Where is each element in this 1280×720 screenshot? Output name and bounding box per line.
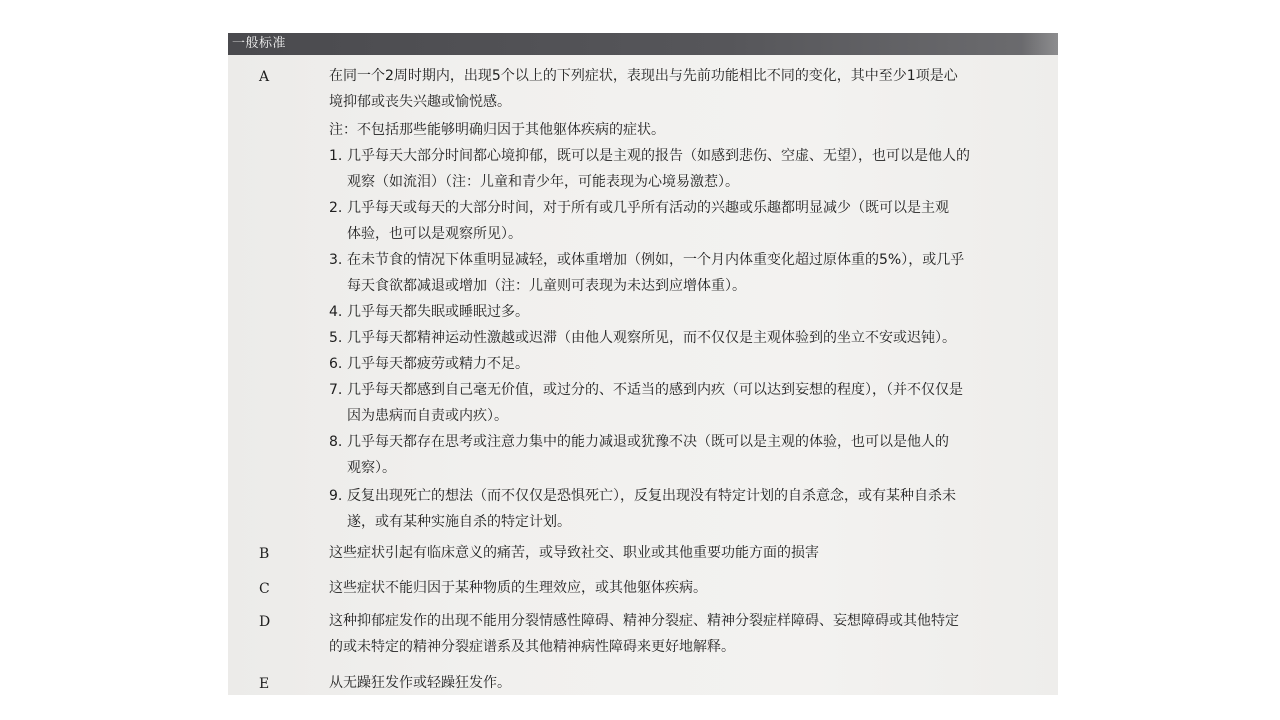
symptom-1-line2: 观察（如流泪）（注：儿童和青少年，可能表现为心境易激惹）。 bbox=[347, 174, 739, 190]
criterion-d-line2: 的或未特定的精神分裂症谱系及其他精神病性障碍来更好地解释。 bbox=[329, 639, 735, 655]
symptom-8-line1: 几乎每天都存在思考或注意力集中的能力减退或犹豫不决（既可以是主观的体验，也可以是他人的 bbox=[347, 434, 949, 450]
criterion-c-text: 这些症状不能归因于某种物质的生理效应，或其他躯体疾病。 bbox=[329, 580, 707, 596]
section-title: 一般标准 bbox=[232, 36, 287, 51]
criterion-b-letter: B bbox=[259, 546, 270, 562]
symptom-8-line2: 观察）。 bbox=[347, 460, 396, 476]
symptom-8-number: 8. bbox=[329, 434, 343, 450]
symptom-6-line1: 几乎每天都疲劳或精力不足。 bbox=[347, 356, 529, 372]
symptom-2-number: 2. bbox=[329, 200, 343, 216]
symptom-2-line2: 体验，也可以是观察所见）。 bbox=[347, 226, 522, 242]
symptom-5-line1: 几乎每天都精神运动性激越或迟滞（由他人观察所见，而不仅仅是主观体验到的坐立不安或迟钝）。 bbox=[347, 330, 956, 346]
symptom-7-line1: 几乎每天都感到自己毫无价值，或过分的、不适当的感到内疚（可以达到妄想的程度），（并不仅仅是 bbox=[347, 382, 963, 398]
symptom-9-number: 9. bbox=[329, 488, 343, 504]
symptom-4-number: 4. bbox=[329, 304, 343, 320]
symptom-7-line2: 因为患病而自责或内疚）。 bbox=[347, 408, 508, 424]
criterion-e-letter: E bbox=[259, 676, 270, 692]
symptom-3-line2: 每天食欲都减退或增加（注：儿童则可表现为未达到应增体重）。 bbox=[347, 278, 746, 294]
symptom-9-line1: 反复出现死亡的想法（而不仅仅是恐惧死亡），反复出现没有特定计划的自杀意念，或有某种自杀未 bbox=[347, 488, 956, 504]
symptom-1-line1: 几乎每天大部分时间都心境抑郁，既可以是主观的报告（如感到悲伤、空虚、无望），也可以是他人的 bbox=[347, 148, 970, 164]
criterion-a-intro-line2: 境抑郁或丧失兴趣或愉悦感。 bbox=[329, 94, 511, 110]
criterion-d-line1: 这种抑郁症发作的出现不能用分裂情感性障碍、精神分裂症、精神分裂症样障碍、妄想障碍或其他特定 bbox=[329, 613, 959, 629]
symptom-3-line1: 在未节食的情况下体重明显减轻，或体重增加（例如，一个月内体重变化超过原体重的5%），或几乎 bbox=[347, 252, 965, 268]
criterion-a-letter: A bbox=[259, 69, 270, 85]
symptom-1-number: 1. bbox=[329, 148, 343, 164]
header-glare bbox=[1022, 33, 1058, 55]
symptom-5-number: 5. bbox=[329, 330, 343, 346]
criterion-e-text: 从无躁狂发作或轻躁狂发作。 bbox=[329, 675, 511, 691]
symptom-4-line1: 几乎每天都失眠或睡眠过多。 bbox=[347, 304, 529, 320]
symptom-3-number: 3. bbox=[329, 252, 343, 268]
section-header-bar bbox=[228, 33, 1058, 55]
symptom-2-line1: 几乎每天或每天的大部分时间，对于所有或几乎所有活动的兴趣或乐趣都明显减少（既可以是主观 bbox=[347, 200, 949, 216]
criterion-b-text: 这些症状引起有临床意义的痛苦，或导致社交、职业或其他重要功能方面的损害 bbox=[329, 545, 819, 561]
criterion-d-letter: D bbox=[259, 614, 271, 630]
symptom-9-line2: 遂，或有某种实施自杀的特定计划。 bbox=[347, 514, 571, 530]
criterion-c-letter: C bbox=[259, 581, 270, 597]
symptom-6-number: 6. bbox=[329, 356, 343, 372]
document-photo bbox=[228, 33, 1058, 695]
criterion-a-note: 注：不包括那些能够明确归因于其他躯体疾病的症状。 bbox=[329, 122, 665, 138]
criterion-a-intro-line1: 在同一个2周时期内，出现5个以上的下列症状，表现出与先前功能相比不同的变化，其中至少1项是心 bbox=[329, 68, 958, 84]
symptom-7-number: 7. bbox=[329, 382, 343, 398]
